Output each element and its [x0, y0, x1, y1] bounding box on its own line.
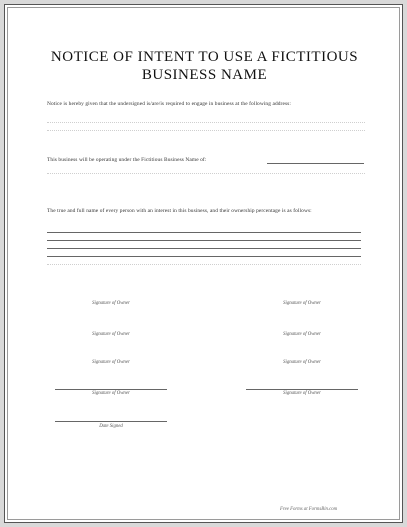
address-paragraph: Notice is hereby given that the undersigned is/are/is required to engage in business at the following address:	[47, 101, 291, 107]
document-page	[4, 4, 403, 523]
owner-dotted-line	[47, 264, 361, 265]
owner-line[interactable]	[47, 240, 361, 241]
business-name-dotted-line	[47, 173, 365, 174]
signature-label: Signature of Owner	[92, 391, 130, 396]
signature-label: Signature of Owner	[92, 332, 130, 337]
owner-line[interactable]	[47, 256, 361, 257]
business-name-line[interactable]	[267, 163, 364, 164]
signature-label: Signature of Owner	[283, 332, 321, 337]
owner-line[interactable]	[47, 232, 361, 233]
signature-label: Signature of Owner	[283, 391, 321, 396]
owners-paragraph: The true and full name of every person with an interest in this business, and their ownership percentage is as follows:	[47, 208, 312, 214]
signature-line[interactable]	[246, 389, 358, 390]
date-signed-line[interactable]	[55, 421, 167, 422]
address-dotted-line	[47, 122, 365, 123]
address-dotted-line	[47, 130, 365, 131]
signature-label: Signature of Owner	[283, 301, 321, 306]
document-title-line2: BUSINESS NAME	[141, 67, 268, 83]
signature-line[interactable]	[55, 389, 167, 390]
date-signed-label: Date Signed	[99, 424, 123, 429]
document-title-line1: NOTICE OF INTENT TO USE A FICTITIOUS	[50, 49, 359, 65]
business-name-paragraph: This business will be operating under the Fictitious Business Name of:	[47, 157, 207, 163]
signature-label: Signature of Owner	[92, 301, 130, 306]
signature-label: Signature of Owner	[283, 360, 321, 365]
signature-label: Signature of Owner	[92, 360, 130, 365]
footer-credit: Free Forms at FormsBin.com	[280, 507, 338, 512]
owner-line[interactable]	[47, 248, 361, 249]
